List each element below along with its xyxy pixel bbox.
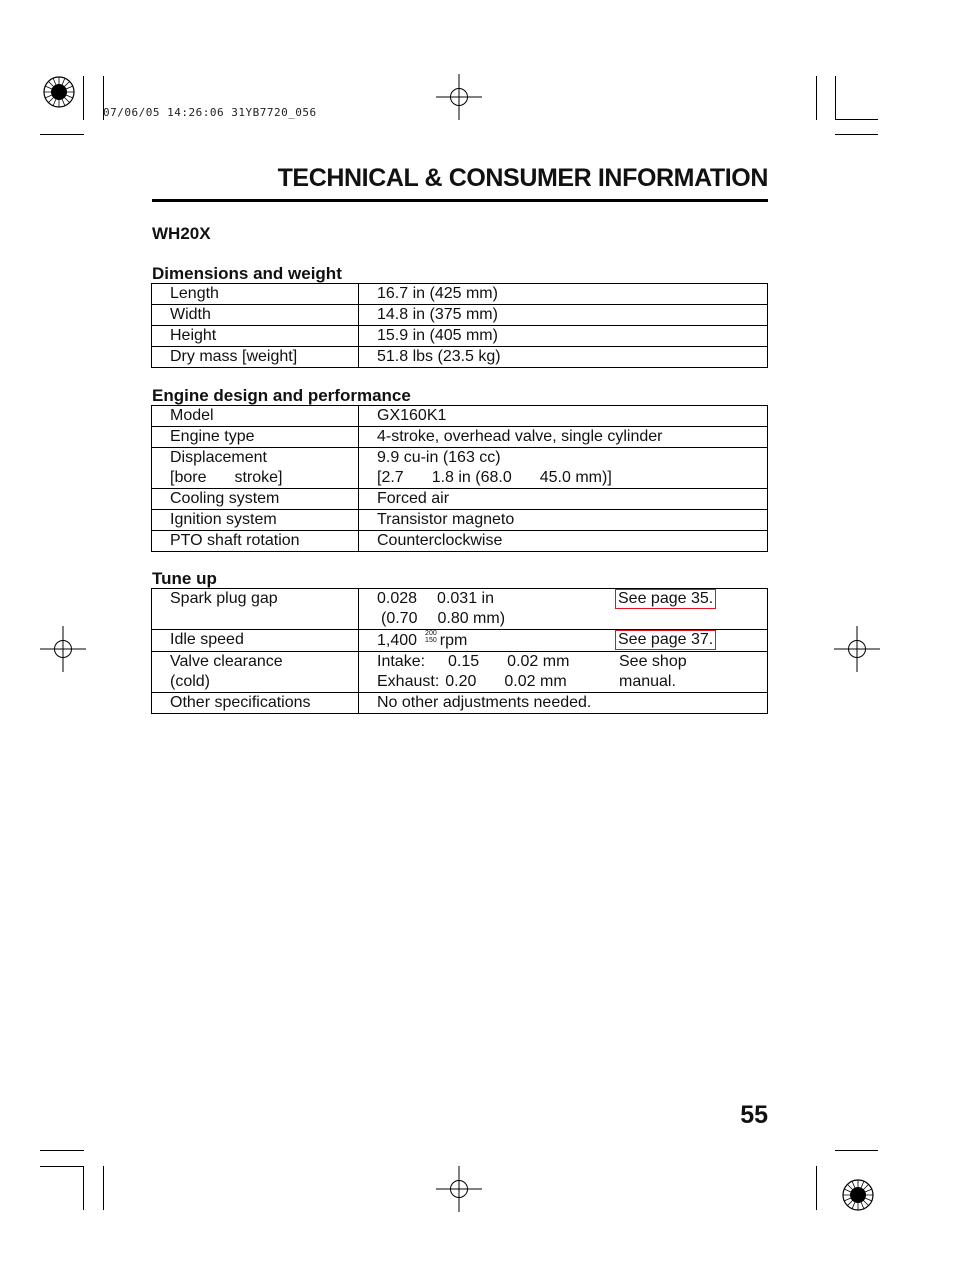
- table-row: [152, 284, 768, 305]
- spec-label: Width: [152, 305, 359, 326]
- model-heading: WH20X: [152, 224, 211, 243]
- section-heading-engine: Engine design and performance: [152, 386, 411, 405]
- exhaust-clearance: Exhaust: 0.20 0.02 mm: [377, 673, 567, 690]
- spec-value: [359, 630, 616, 652]
- idle-tolerance: 200 150: [425, 630, 437, 644]
- spec-value: 14.8 in (375 mm): [359, 305, 768, 326]
- table-row: [152, 531, 768, 552]
- table-row: [152, 589, 768, 630]
- spec-label: Other specifications: [152, 693, 359, 714]
- spec-value: [359, 448, 768, 489]
- table-row: [152, 326, 768, 347]
- spec-label: Length: [152, 284, 359, 305]
- spec-value: Counterclockwise: [359, 531, 768, 552]
- print-stamp: 07/06/05 14:26:06 31YB7720_056: [103, 106, 317, 119]
- title-rule: [152, 199, 768, 202]
- table-row: [152, 630, 768, 652]
- spec-value: GX160K1: [359, 406, 768, 427]
- spec-value: [359, 652, 616, 693]
- page-title: TECHNICAL & CONSUMER INFORMATION: [277, 164, 768, 192]
- spec-label: Dry mass [weight]: [152, 347, 359, 368]
- dimensions-table: [151, 283, 768, 368]
- spec-label: PTO shaft rotation: [152, 531, 359, 552]
- spec-label: Spark plug gap: [152, 589, 359, 630]
- spark-gap-mm: (0.70 0.80 mm): [381, 610, 506, 627]
- spec-value: 4-stroke, overhead valve, single cylinder: [359, 427, 768, 448]
- reference-cell: [615, 589, 768, 630]
- table-row: [152, 347, 768, 368]
- bore-stroke-label: [bore stroke]: [170, 469, 283, 486]
- bore-stroke-value: [2.7 1.8 in (68.0 45.0 mm)]: [377, 469, 612, 486]
- table-row: [152, 448, 768, 489]
- table-row: [152, 427, 768, 448]
- table-row: [152, 406, 768, 427]
- spec-value: No other adjustments needed.: [359, 693, 768, 714]
- table-row: [152, 693, 768, 714]
- displacement-value: 9.9 cu-in (163 cc): [377, 449, 501, 466]
- table-row: [152, 305, 768, 326]
- idle-speed-unit: rpm: [439, 632, 468, 649]
- intake-clearance: Intake: 0.15 0.02 mm: [377, 653, 570, 670]
- reference-cell: [615, 652, 768, 693]
- tuneup-table: [151, 588, 768, 714]
- spec-value: Transistor magneto: [359, 510, 768, 531]
- spec-label: Cooling system: [152, 489, 359, 510]
- table-row: [152, 489, 768, 510]
- table-row: [152, 510, 768, 531]
- see-page-37-link[interactable]: See page 37.: [615, 630, 716, 650]
- table-row: [152, 652, 768, 693]
- displacement-label: Displacement: [170, 449, 267, 466]
- spec-label: Idle speed: [152, 630, 359, 652]
- spec-label: Ignition system: [152, 510, 359, 531]
- section-heading-dimensions: Dimensions and weight: [152, 264, 342, 283]
- valve-clearance-label: Valve clearance: [170, 653, 283, 670]
- section-heading-tuneup: Tune up: [152, 569, 217, 588]
- spec-label: [152, 652, 359, 693]
- page-number: 55: [740, 1101, 768, 1129]
- spec-label: Model: [152, 406, 359, 427]
- idle-speed-value: 1,400: [377, 632, 418, 649]
- shop-manual-note-line2: manual.: [619, 673, 676, 690]
- see-page-35-link[interactable]: See page 35.: [615, 589, 716, 609]
- spec-value: 16.7 in (425 mm): [359, 284, 768, 305]
- spec-label: Engine type: [152, 427, 359, 448]
- spec-value: 51.8 lbs (23.5 kg): [359, 347, 768, 368]
- reference-cell: [615, 630, 768, 652]
- spec-value: 15.9 in (405 mm): [359, 326, 768, 347]
- spec-label: Height: [152, 326, 359, 347]
- spec-label: [152, 448, 359, 489]
- spec-value: [359, 589, 616, 630]
- engine-table: [151, 405, 768, 552]
- spec-value: Forced air: [359, 489, 768, 510]
- valve-clearance-sublabel: (cold): [170, 673, 211, 690]
- shop-manual-note: See shop: [619, 653, 687, 670]
- spark-gap-inches: 0.028 0.031 in: [377, 590, 494, 607]
